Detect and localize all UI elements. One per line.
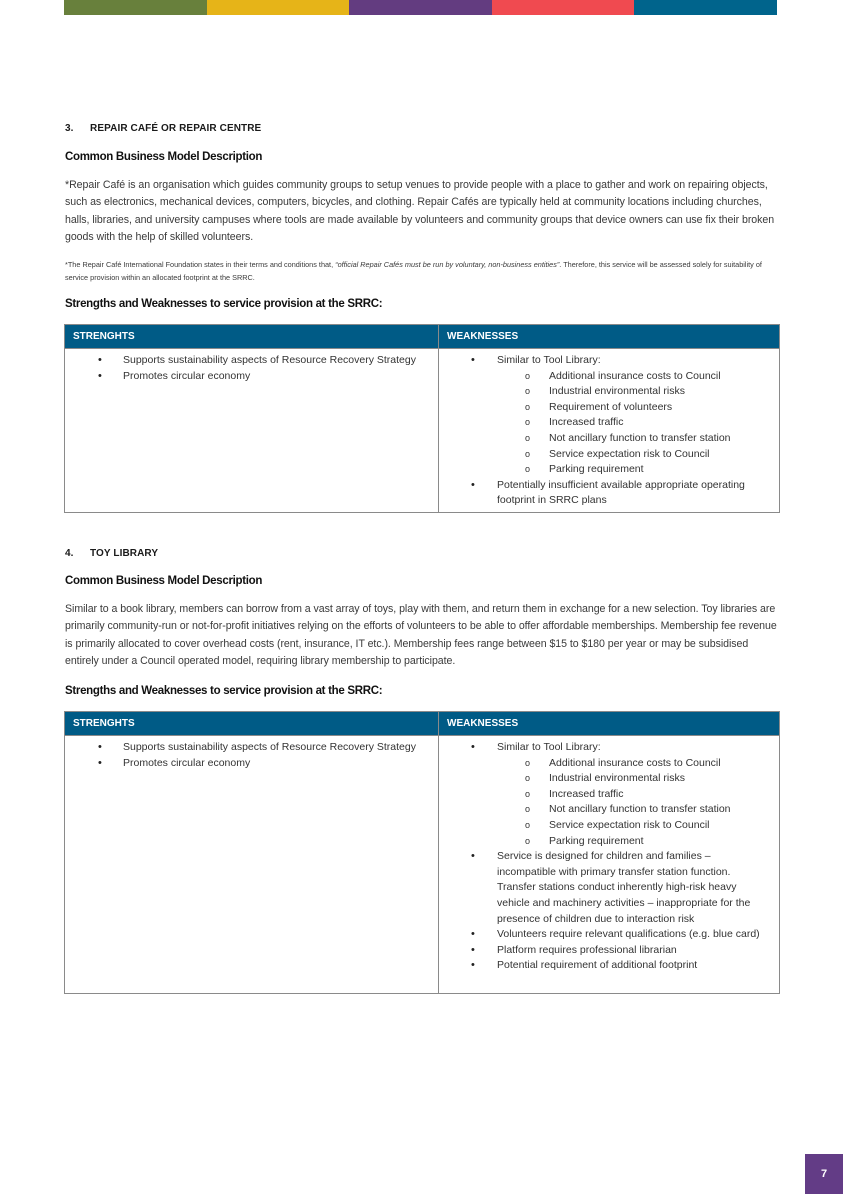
weakness-item-text: Similar to Tool Library: (497, 741, 601, 753)
strength-item: • Promotes circular economy (65, 756, 438, 772)
strength-item: • Supports sustainability aspects of Resource Recovery Strategy (65, 740, 438, 756)
weakness-item: • Potential requirement of additional footprint (439, 958, 779, 974)
section-4-sw-heading: Strengths and Weaknesses to service provision at the SRRC: (65, 685, 383, 697)
weakness-subitem: o Requirement of volunteers (497, 400, 769, 416)
section-4-description: Similar to a book library, members can borrow from a vast array of toys, play with them, and return them in exchange for a new selection. Toy libraries are primarily community-run or not-for-profit initiatives relying on the efforts of volunteers to be able to offer affordable memberships. Membership fee revenue is primarily allocated to cover overhead costs (rent, insurance, IT etc.). Membership fees range between $15 to $180 per year or may be subsidised entirely under a Council operated model, requiring library membership to participate. (65, 603, 777, 667)
section-number: 3. (65, 123, 74, 134)
section-3-description: *Repair Café is an organisation which guides community groups to setup venues to provide people with a place to gather and work on repairing objects, such as electronics, mechanical devices, computers, bicycles, and clothing. Repair Cafés are typically held at community locations including churches, halls, libraries, and university campuses where tools are made available by volunteers and community groups that device owners can use fix their broken goods with the help of skilled volunteers. (65, 179, 775, 243)
footnote-quote: “official Repair Cafés must be run by voluntary, non-business entities” (335, 260, 560, 269)
weakness-subitem: o Service expectation risk to Council (497, 447, 769, 463)
weakness-subitem: o Industrial environmental risks (497, 384, 769, 400)
weakness-item (439, 740, 779, 849)
weakness-subitem: o Industrial environmental risks (497, 771, 769, 787)
section-title-text: REPAIR CAFÉ OR REPAIR CENTRE (90, 123, 262, 134)
section-3-sw-table (64, 324, 780, 513)
color-bar-purple (349, 0, 492, 15)
weakness-subitem: o Additional insurance costs to Council (497, 756, 769, 772)
color-bar-red (492, 0, 635, 15)
section-3-title (65, 123, 261, 134)
header-color-bar (64, 0, 777, 15)
page-number: 7 (820, 1168, 828, 1180)
weakness-subitem: o Service expectation risk to Council (497, 818, 769, 834)
footnote-text-end: . Therefore, this service will be assessed solely for suitability of service provision within an allocated footprint at the SRRC. (65, 260, 762, 282)
weaknesses-cell (439, 736, 780, 994)
weakness-item: • Volunteers require relevant qualifications (e.g. blue card) (439, 927, 779, 943)
color-bar-green (64, 0, 207, 15)
section-title-text: TOY LIBRARY (90, 548, 159, 559)
weaknesses-header: WEAKNESSES (439, 712, 780, 736)
section-3-description-heading: Common Business Model Description (65, 151, 263, 163)
weakness-subitem: o Additional insurance costs to Council (497, 369, 769, 385)
strengths-header: STRENGHTS (65, 325, 439, 349)
weakness-item-text: Similar to Tool Library: (497, 354, 601, 366)
strengths-header: STRENGHTS (65, 712, 439, 736)
weaknesses-header: WEAKNESSES (439, 325, 780, 349)
section-3-footnote (65, 259, 777, 284)
weakness-subitem: o Not ancillary function to transfer station (497, 431, 769, 447)
strengths-cell (65, 349, 439, 513)
page-number-badge (805, 1154, 843, 1194)
weakness-item (439, 353, 779, 478)
weakness-subitem: o Parking requirement (497, 462, 769, 478)
weakness-subitem: o Not ancillary function to transfer station (497, 802, 769, 818)
strength-item: • Supports sustainability aspects of Resource Recovery Strategy (65, 353, 438, 369)
weakness-item: • Platform requires professional librarian (439, 943, 779, 959)
footnote-text: *The Repair Café International Foundation states in their terms and conditions that, (65, 260, 336, 269)
weakness-item: • Potentially insufficient available appropriate operating footprint in SRRC plans (439, 478, 779, 509)
section-4-description-heading: Common Business Model Description (65, 575, 263, 587)
weakness-subitem: o Increased traffic (497, 415, 769, 431)
weakness-item: • Service is designed for children and families – incompatible with primary transfer station function. Transfer stations conduct inherently high-risk heavy vehicle and machinery activities – inappropriate for the presence of children due to interaction risk (439, 849, 779, 927)
strengths-cell (65, 736, 439, 994)
section-4-title (65, 548, 158, 559)
weakness-subitem: o Increased traffic (497, 787, 769, 803)
weaknesses-cell (439, 349, 780, 513)
color-bar-blue (634, 0, 777, 15)
section-3-sw-heading: Strengths and Weaknesses to service provision at the SRRC: (65, 298, 383, 310)
weakness-subitem: o Parking requirement (497, 834, 769, 850)
section-number: 4. (65, 548, 74, 559)
strength-item: • Promotes circular economy (65, 369, 438, 385)
color-bar-yellow (207, 0, 350, 15)
section-4-sw-table (64, 711, 780, 994)
